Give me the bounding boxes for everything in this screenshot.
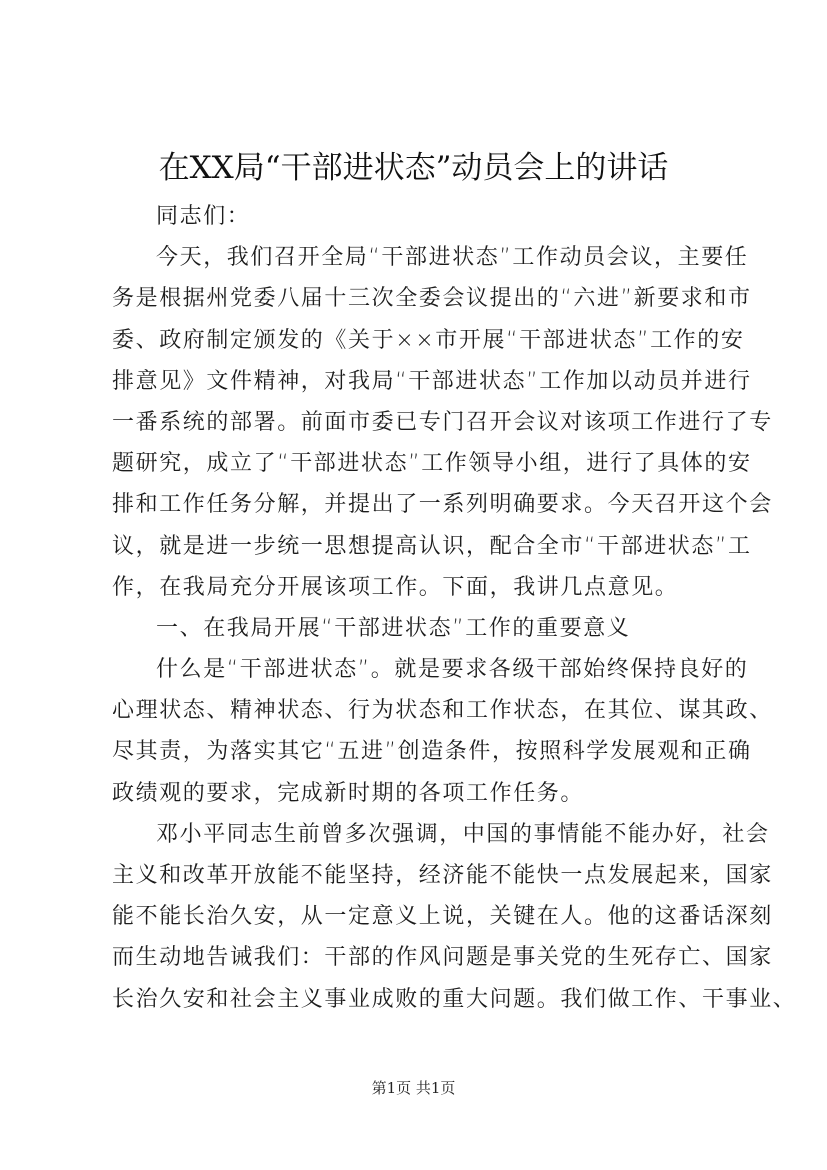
paragraph-line: 议，就是进一步统一思想提高认识，配合全市“干部进状态”工 bbox=[112, 533, 752, 559]
paragraph-line: 政绩观的要求，完成新时期的各项工作任务。 bbox=[112, 780, 585, 806]
document-body bbox=[112, 196, 797, 1020]
paragraph-line: 题研究，成立了“干部进状态”工作领导小组，进行了具体的安 bbox=[112, 451, 752, 477]
paragraph-line: 心理状态、精神状态、行为状态和工作状态，在其位、谋其政、 bbox=[112, 698, 773, 724]
paragraph-line: 能不能长治久安，从一定意义上说，关键在人。他的这番话深刻 bbox=[112, 904, 773, 930]
salutation-line: 同志们： bbox=[156, 204, 251, 229]
section-heading: 一、在我局开展“干部进状态”工作的重要意义 bbox=[156, 615, 631, 641]
document-title: 在XX局“干部进状态”动员会上的讲话 bbox=[158, 150, 669, 186]
paragraph-line: 而生动地告诫我们：干部的作风问题是事关党的生死存亡、国家 bbox=[112, 945, 773, 971]
paragraph-line: 一番系统的部署。前面市委已专门召开会议对该项工作进行了专 bbox=[112, 409, 773, 435]
paragraph-line: 长治久安和社会主义事业成败的重大问题。我们做工作、干事业、 bbox=[112, 986, 797, 1012]
paragraph-line: 主义和改革开放能不能坚持，经济能不能快一点发展起来，国家 bbox=[112, 863, 773, 888]
paragraph-line: 委、政府制定颁发的《关于××市开展“干部进状态”工作的安 bbox=[112, 327, 745, 353]
paragraph-line: 今天，我们召开全局“干部进状态”工作动员会议，主要任 bbox=[156, 245, 749, 271]
paragraph-line: 邓小平同志生前曾多次强调，中国的事情能不能办好，社会 bbox=[156, 821, 770, 847]
paragraph-line: 尽其责，为落实其它“五进”创造条件，按照科学发展观和正确 bbox=[112, 739, 752, 765]
paragraph-line: 务是根据州党委八届十三次全委会议提出的“六进”新要求和市 bbox=[112, 286, 752, 312]
paragraph-line: 作，在我局充分开展该项工作。下面，我讲几点意见。 bbox=[112, 574, 679, 600]
paragraph-line: 排和工作任务分解，并提出了一系列明确要求。今天召开这个会 bbox=[112, 492, 773, 518]
paragraph-line: 排意见》文件精神，对我局“干部进状态”工作加以动员并进行 bbox=[112, 368, 752, 394]
paragraph-line: 什么是“干部进状态”。就是要求各级干部始终保持良好的 bbox=[156, 657, 749, 683]
page-number-footer: 第1页 共1页 bbox=[371, 1079, 456, 1097]
